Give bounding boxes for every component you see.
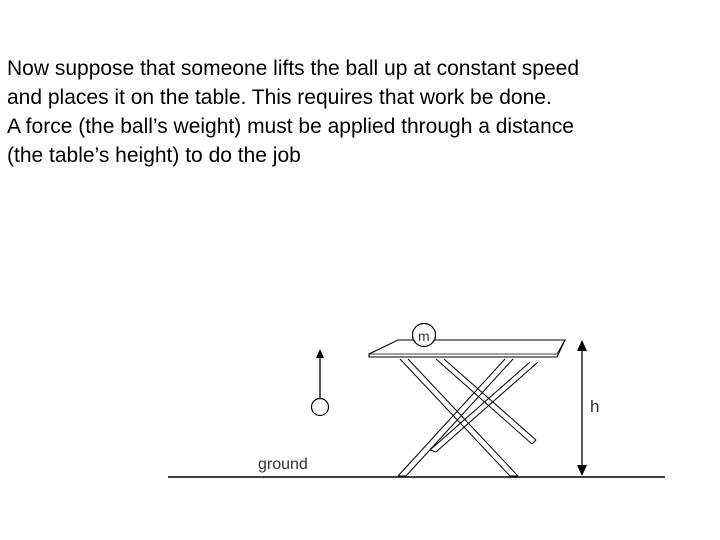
text-line-4: (the table’s height) to do the job [7, 144, 301, 167]
ground-label: ground [258, 456, 308, 473]
text-line-2: and places it on the table. This requires that work be done. [7, 86, 552, 109]
text-line-3: A force (the ball’s weight) must be applied through a distance [7, 115, 574, 138]
table-legs [398, 359, 538, 476]
height-label: h [590, 397, 600, 416]
height-arrow [577, 340, 587, 476]
lift-arrow [316, 349, 324, 398]
table-top [369, 340, 565, 357]
ball-on-ground [312, 399, 329, 416]
mass-label: m [418, 328, 430, 344]
text-line-1: Now suppose that someone lifts the ball up at constant speed [7, 57, 580, 80]
table [369, 340, 565, 476]
